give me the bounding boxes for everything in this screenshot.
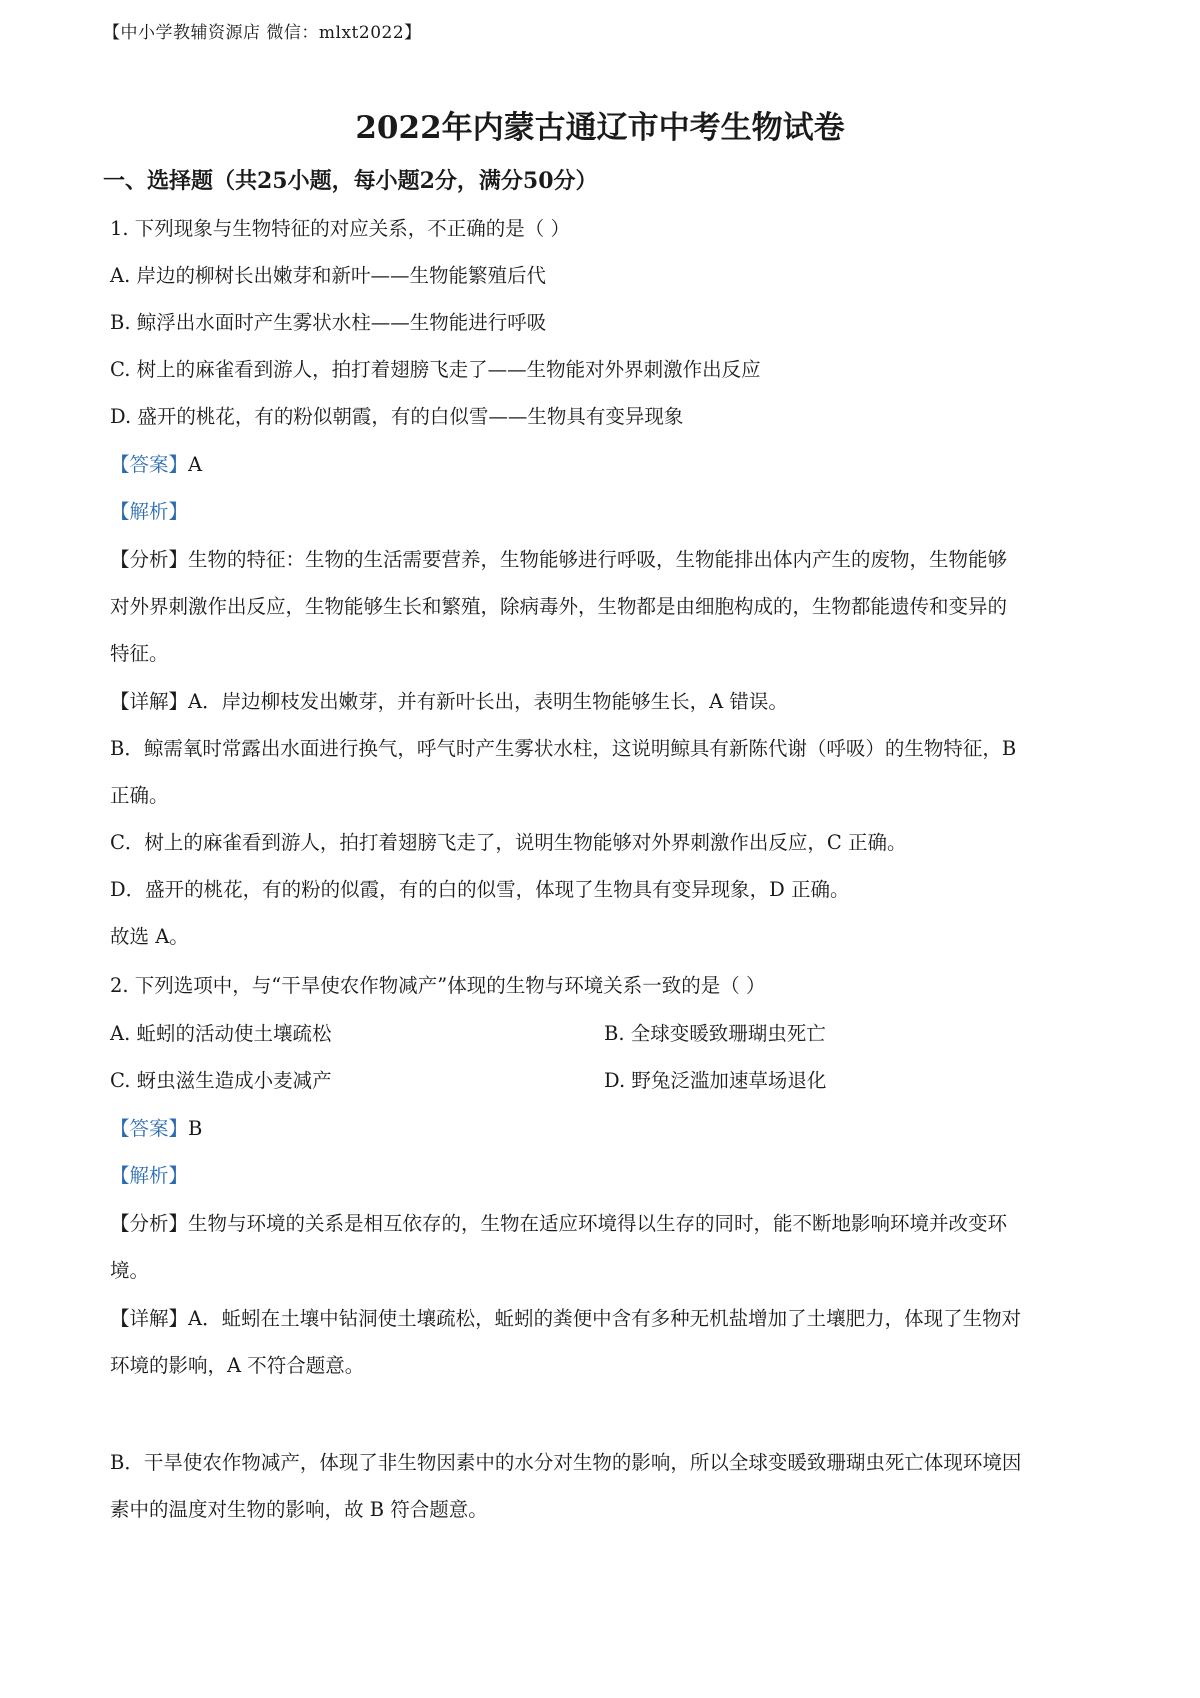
question-2-analysis-tag: 【解析】 bbox=[110, 1164, 189, 1187]
question-2-fenxi-line: 【分析】生物与环境的关系是相互依存的，生物在适应环境得以生存的同时，能不断地影响环境并改变环 bbox=[110, 1212, 1008, 1235]
question-2-option-a: A. 蚯蚓的活动使土壤疏松 bbox=[110, 1022, 332, 1045]
question-1-xiangjie-line: B．鲸需氧时常露出水面进行换气，呼气时产生雾状水柱，这说明鲸具有新陈代谢（呼吸）的生物特征，B bbox=[110, 737, 1017, 760]
question-2-answer bbox=[110, 1113, 202, 1141]
section-heading: 一、选择题（共25小题，每小题2分，满分50分） bbox=[103, 168, 598, 194]
question-1-fenxi-line: 【分析】生物的特征：生物的生活需要营养，生物能够进行呼吸，生物能排出体内产生的废物，生物能够 bbox=[110, 548, 1008, 571]
question-1-fenxi-line: 特征。 bbox=[110, 642, 169, 665]
header-note: 【中小学教辅资源店 微信：mlxt2022】 bbox=[103, 23, 422, 43]
question-2-fenxi-line: 境。 bbox=[110, 1259, 150, 1282]
question-1-xiangjie-line: 正确。 bbox=[110, 784, 169, 807]
question-2-b-line: B．干旱使农作物减产，体现了非生物因素中的水分对生物的影响，所以全球变暖致珊瑚虫死亡体现环境因 bbox=[110, 1451, 1022, 1474]
question-2-xiangjie-line: 【详解】A．蚯蚓在土壤中钻洞使土壤疏松，蚯蚓的粪便中含有多种无机盐增加了土壤肥力，体现了生物对 bbox=[110, 1307, 1022, 1330]
question-1-option-a: A. 岸边的柳树长出嫩芽和新叶——生物能繁殖后代 bbox=[110, 264, 546, 287]
question-1-option-c: C. 树上的麻雀看到游人，拍打着翅膀飞走了——生物能对外界刺激作出反应 bbox=[110, 358, 761, 381]
answer-tag: 【答案】 bbox=[110, 453, 189, 476]
answer-tag: 【答案】 bbox=[110, 1117, 189, 1140]
question-1-fenxi-line: 对外界刺激作出反应，生物能够生长和繁殖，除病毒外，生物都是由细胞构成的，生物都能遗传和变异的 bbox=[110, 595, 1008, 618]
question-1-xiangjie-line: D．盛开的桃花，有的粉的似霞，有的白的似雪，体现了生物具有变异现象，D 正确。 bbox=[110, 878, 850, 901]
question-1-option-b: B. 鲸浮出水面时产生雾状水柱——生物能进行呼吸 bbox=[110, 311, 547, 334]
question-2-option-c: C. 蚜虫滋生造成小麦减产 bbox=[110, 1069, 332, 1092]
question-1-stem: 1. 下列现象与生物特征的对应关系，不正确的是（ ） bbox=[110, 217, 571, 240]
question-1-option-d: D. 盛开的桃花，有的粉似朝霞，有的白似雪——生物具有变异现象 bbox=[110, 405, 684, 428]
question-1-xiangjie-line: 【详解】A．岸边柳枝发出嫩芽，并有新叶长出，表明生物能够生长，A 错误。 bbox=[110, 690, 788, 713]
answer-value: B bbox=[188, 1117, 203, 1140]
question-2-stem: 2. 下列选项中，与“干旱使农作物减产”体现的生物与环境关系一致的是（ ） bbox=[110, 974, 766, 997]
question-1-xiangjie-line: 故选 A。 bbox=[110, 925, 189, 948]
question-2-xiangjie-line: 环境的影响，A 不符合题意。 bbox=[110, 1354, 365, 1377]
question-1-answer bbox=[110, 449, 202, 477]
answer-value: A bbox=[188, 453, 203, 476]
question-1-xiangjie-line: C．树上的麻雀看到游人，拍打着翅膀飞走了，说明生物能够对外界刺激作出反应，C 正确。 bbox=[110, 831, 907, 854]
question-2-b-line: 素中的温度对生物的影响，故 B 符合题意。 bbox=[110, 1498, 488, 1521]
question-2-option-d: D. 野兔泛滥加速草场退化 bbox=[604, 1069, 827, 1092]
question-2-option-b: B. 全球变暖致珊瑚虫死亡 bbox=[604, 1022, 826, 1045]
page-title: 2022年内蒙古通辽市中考生物试卷 bbox=[355, 110, 845, 146]
question-1-analysis-tag: 【解析】 bbox=[110, 500, 189, 523]
